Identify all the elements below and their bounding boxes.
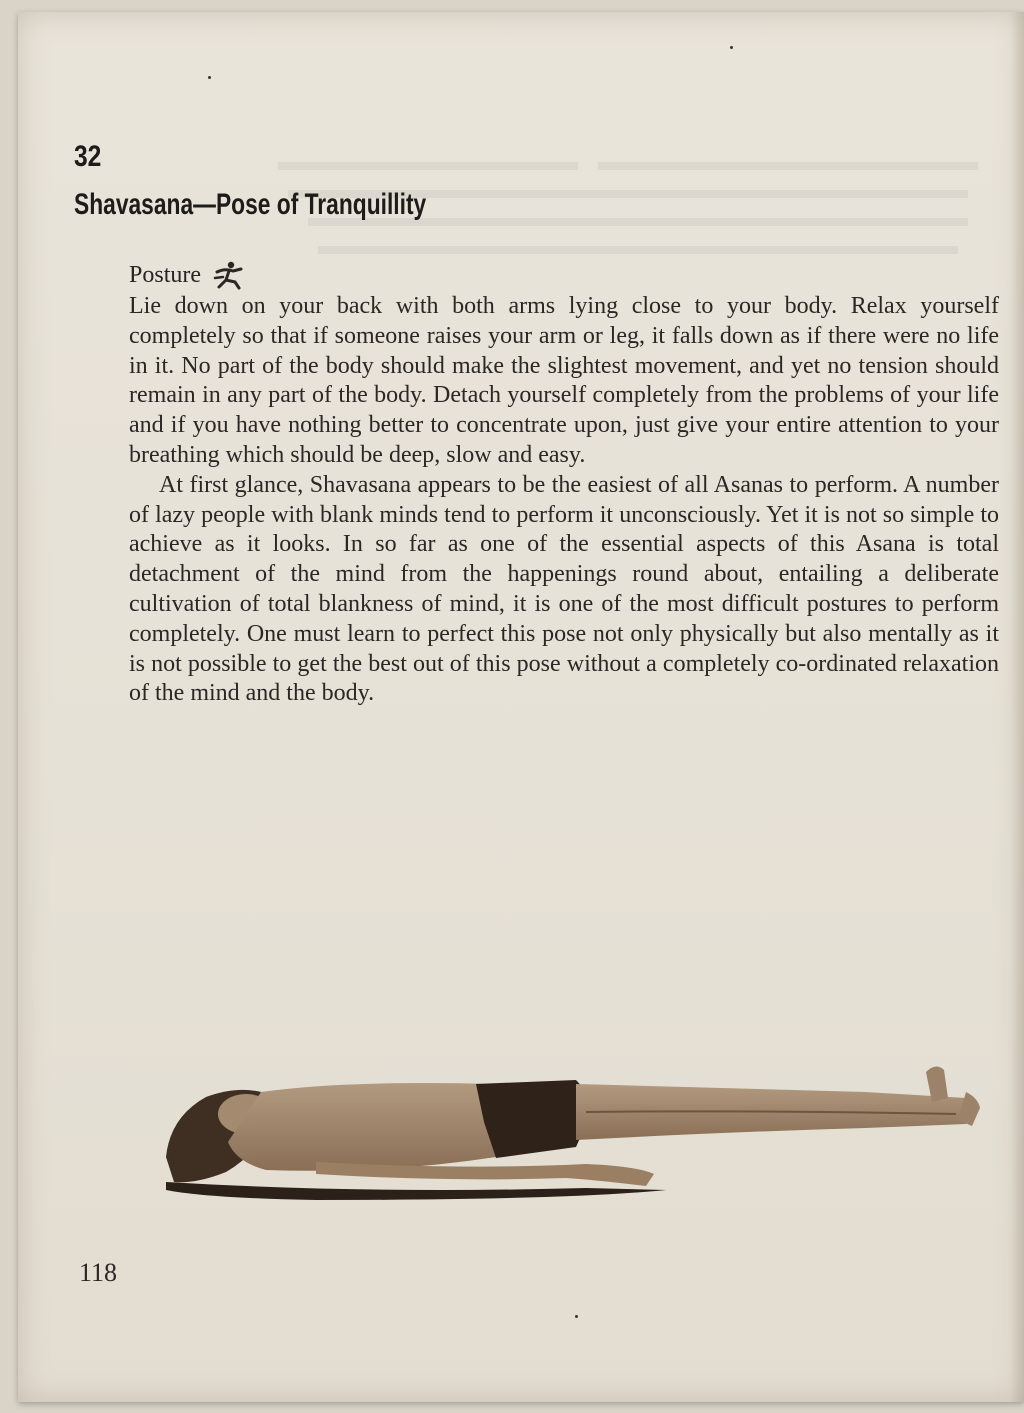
paper-speck [730, 46, 733, 49]
shavasana-photo [166, 1062, 981, 1202]
paragraph-explanation: At first glance, Shavasana appears to be the easiest of all Asanas to perform. A number of lazy people with blank minds tend to perform it unconsciously. Yet it is not so simple to achieve as it looks. In so far as one of the essential aspects of this Asana is total detachment of the mind from the happenings round about, entailing a deliberate cultivation of total blankness of mind, it is one of the most difficult postures to perform completely. One must learn to perfect this pose not only physically but also mentally as it is not possible to get the best out of this pose without a completely co-ordinated relaxation of the mind and the body. [129, 471, 999, 707]
chapter-title: Shavasana—Pose of Tranquillity [74, 188, 427, 221]
paragraph-posture-instructions: Lie down on your back with both arms lying close to your body. Relax yourself completely so that if someone raises your arm or leg, it falls down as if there were no life in it. No part of the body should make the slightest movement, and yet no tension should remain in any part of the body. Detach yourself completely from the problems of your life and if you have nothing better to concentrate upon, just give your entire attention to your breathing which should be deep, slow and easy. [129, 293, 999, 468]
chapter-number: 32 [74, 140, 102, 173]
paper-speck [575, 1315, 578, 1318]
page-number: 118 [79, 1258, 118, 1287]
body-text [129, 292, 999, 709]
paper-speck [208, 76, 211, 79]
posture-figure-icon [211, 260, 245, 290]
book-page [18, 12, 1024, 1402]
section-heading [129, 260, 245, 290]
section-label: Posture [129, 261, 201, 288]
